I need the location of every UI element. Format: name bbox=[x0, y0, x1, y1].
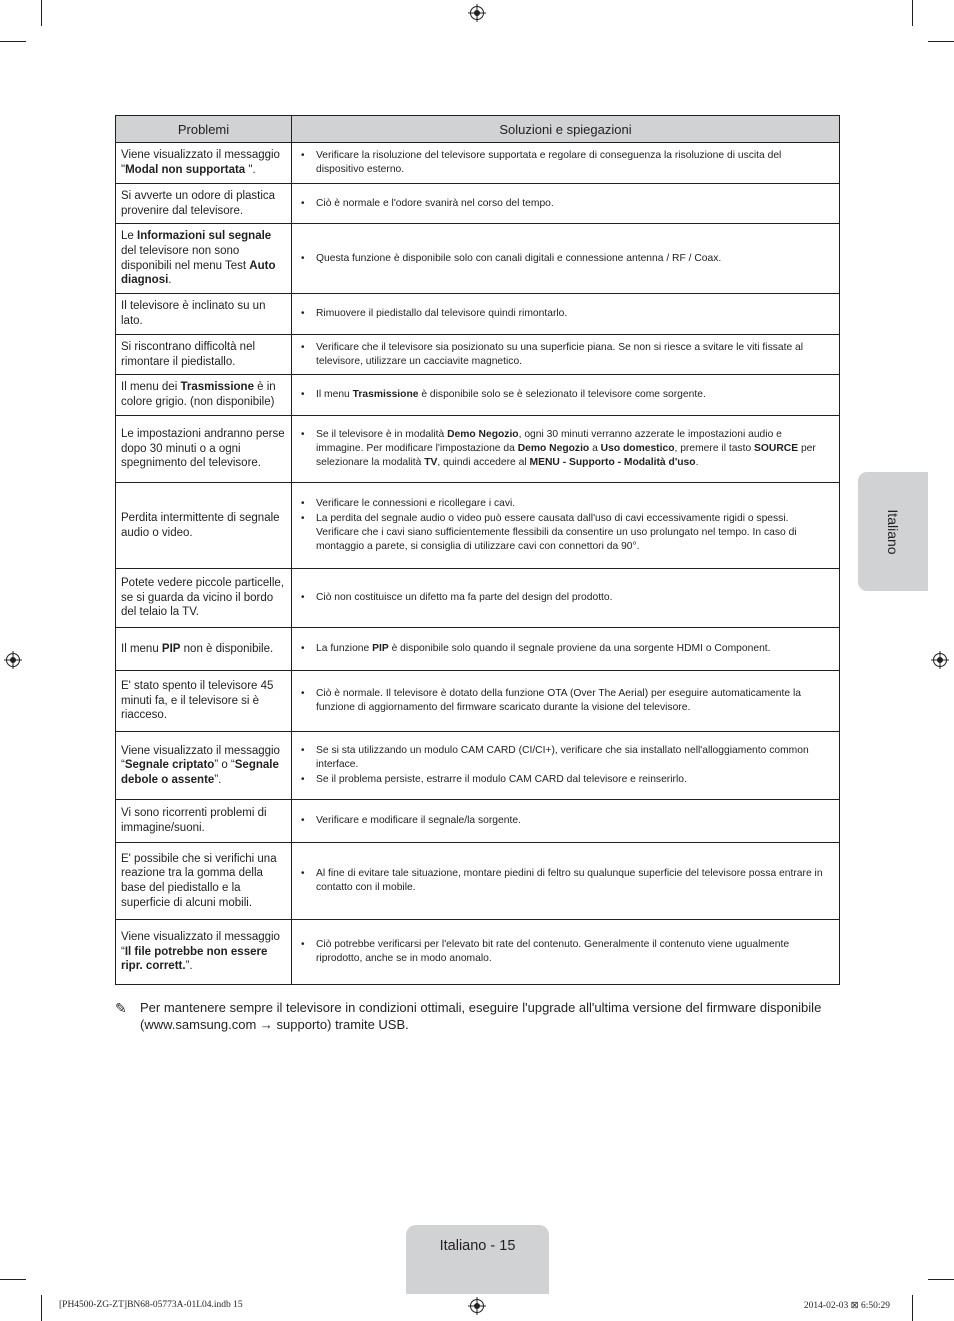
bold-text: Uso domestico bbox=[600, 443, 675, 454]
solution-item bbox=[301, 497, 829, 511]
bold-text: Auto diagnosi bbox=[121, 259, 276, 287]
table-row bbox=[116, 335, 840, 375]
text-segment: per selezionare la modalità bbox=[316, 443, 816, 468]
text-segment: Il televisore è inclinato su un lato. bbox=[121, 300, 266, 327]
text-segment: a bbox=[589, 443, 601, 454]
pencil-note-icon: ✎ bbox=[115, 1000, 127, 1016]
bold-text: Demo Negozio bbox=[447, 429, 519, 440]
bold-text: Modal non supportata bbox=[125, 164, 246, 176]
language-side-tab-label: Italiano bbox=[885, 508, 901, 555]
solution-cell bbox=[292, 843, 840, 920]
text-segment: , premere il tasto bbox=[674, 443, 755, 454]
solution-cell bbox=[292, 294, 840, 335]
text-segment: E' stato spento il televisore 45 minuti fa, e il televisore si è riacceso. bbox=[121, 680, 274, 722]
solution-list bbox=[301, 591, 829, 605]
solution-cell bbox=[292, 920, 840, 985]
table-row bbox=[116, 143, 840, 184]
text-segment: ". bbox=[245, 164, 256, 176]
crop-mark bbox=[0, 1279, 26, 1280]
solution-item bbox=[301, 642, 829, 656]
problem-cell bbox=[116, 224, 292, 294]
text-segment: . bbox=[168, 274, 172, 287]
solution-cell bbox=[292, 569, 840, 628]
text-segment: Il menu bbox=[121, 642, 162, 655]
solution-item bbox=[301, 938, 829, 966]
bold-text: Trasmissione bbox=[352, 389, 419, 400]
crop-mark bbox=[912, 1295, 913, 1321]
solution-cell bbox=[292, 335, 840, 375]
text-segment: Al fine di evitare tale situazione, montare piedini di feltro su qualunque superficie del televisore possa entrare in contatto con il mobile. bbox=[316, 868, 823, 893]
text-segment: Rimuovere il piedistallo dal televisore quindi rimontarlo. bbox=[316, 308, 568, 319]
solution-item bbox=[301, 197, 829, 211]
problem-cell bbox=[116, 920, 292, 985]
text-segment: Viene visualizzato il messaggio " bbox=[121, 149, 280, 176]
table-row bbox=[116, 184, 840, 224]
text-segment: ”. bbox=[185, 960, 193, 973]
solution-item bbox=[301, 341, 829, 369]
registration-mark-icon bbox=[4, 651, 22, 669]
problem-cell bbox=[116, 335, 292, 375]
text-segment: Vi sono ricorrenti problemi di immagine/suoni. bbox=[121, 807, 267, 834]
table-row bbox=[116, 224, 840, 294]
text-segment: Questa funzione è disponibile solo con canali digitali e connessione antenna / RF / Coax. bbox=[316, 252, 722, 264]
language-side-tab bbox=[858, 472, 928, 591]
table-row bbox=[116, 569, 840, 628]
registration-mark-icon bbox=[468, 4, 486, 22]
solution-item bbox=[301, 307, 829, 321]
table-row bbox=[116, 843, 840, 920]
print-slug-file: [PH4500-ZG-ZT]BN68-05773A-01L04.indb 15 bbox=[59, 1300, 243, 1310]
problem-cell bbox=[116, 800, 292, 843]
problem-cell bbox=[116, 671, 292, 732]
problem-cell bbox=[116, 732, 292, 800]
text-segment: Si riscontrano difficoltà nel rimontare il piedistallo. bbox=[121, 340, 256, 368]
solution-list bbox=[301, 428, 829, 470]
problem-cell bbox=[116, 294, 292, 335]
table-row bbox=[116, 294, 840, 335]
page-number-tab bbox=[406, 1225, 549, 1294]
text-segment: Verificare le connessioni e ricollegare i cavi. bbox=[316, 498, 516, 509]
table-row bbox=[116, 483, 840, 569]
text-segment: Viene visualizzato il messaggio “ bbox=[121, 931, 280, 958]
text-segment: Se si sta utilizzando un modulo CAM CARD (CI/CI+), verificare che sia installato nell'alloggiamento common interface. bbox=[316, 745, 809, 770]
solution-cell bbox=[292, 184, 840, 224]
problem-cell bbox=[116, 843, 292, 920]
solution-list bbox=[301, 867, 829, 895]
solution-list bbox=[301, 197, 829, 211]
bold-text: TV bbox=[424, 457, 438, 468]
text-segment: La funzione bbox=[316, 643, 373, 654]
text-segment: ”. bbox=[214, 773, 222, 786]
solution-list bbox=[301, 814, 829, 828]
text-segment: Potete vedere piccole particelle, se si guarda da vicino il bordo del telaio la TV. bbox=[121, 577, 285, 619]
firmware-note bbox=[115, 999, 839, 1033]
table-row bbox=[116, 628, 840, 671]
solution-cell bbox=[292, 732, 840, 800]
crop-mark bbox=[0, 41, 26, 42]
solution-cell bbox=[292, 800, 840, 843]
table-header-row bbox=[116, 116, 840, 143]
solution-cell bbox=[292, 375, 840, 416]
bold-text: Trasmissione bbox=[180, 381, 254, 394]
solution-list bbox=[301, 252, 829, 266]
solution-item bbox=[301, 252, 829, 266]
text-segment: Le impostazioni andranno perse dopo 30 minuti o a ogni spegnimento del televisore. bbox=[121, 428, 285, 470]
troubleshooting-table bbox=[115, 115, 840, 985]
text-segment: Ciò potrebbe verificarsi per l'elevato bit rate del contenuto. Generalmente il contenuto viene ugualmente riprodotto, anche se in modo anomalo. bbox=[316, 939, 790, 964]
solution-item bbox=[301, 591, 829, 605]
bold-text: PIP bbox=[161, 642, 181, 655]
registration-mark-icon bbox=[468, 1297, 486, 1315]
solution-cell bbox=[292, 224, 840, 294]
text-segment: Se il televisore è in modalità bbox=[316, 429, 448, 440]
text-segment: , ogni 30 minuti verranno azzerate le impostazioni audio e immagine. Per modificare l'impostazione da bbox=[316, 429, 782, 454]
text-segment: non è disponibile. bbox=[180, 642, 274, 655]
bold-text: Segnale debole o assente bbox=[121, 759, 279, 786]
text-segment: Ciò è normale e l'odore svanirà nel corso del tempo. bbox=[316, 197, 554, 209]
solution-item bbox=[301, 428, 829, 470]
text-segment: Verificare e modificare il segnale/la sorgente. bbox=[316, 815, 521, 826]
problem-cell bbox=[116, 416, 292, 483]
solution-list bbox=[301, 341, 829, 369]
text-segment: è in colore grigio. (non disponibile) bbox=[121, 381, 276, 408]
bold-text: MENU - Supporto - Modalità d'uso bbox=[529, 457, 696, 468]
text-segment: Se il problema persiste, estrarre il modulo CAM CARD dal televisore e reinserirlo. bbox=[316, 774, 687, 785]
solution-item bbox=[301, 867, 829, 895]
crop-mark bbox=[912, 0, 913, 26]
bold-text: Informazioni sul segnale bbox=[137, 230, 272, 243]
column-header-problems: Problemi bbox=[116, 116, 292, 143]
crop-mark bbox=[928, 41, 954, 42]
bold-text: PIP bbox=[372, 643, 389, 654]
text-segment: , quindi accedere al bbox=[437, 457, 530, 468]
text-segment: Verificare la risoluzione del televisore supportata e regolare di conseguenza la risoluzione di uscita del dispositivo esterno. bbox=[316, 150, 782, 175]
text-segment: Il menu bbox=[316, 389, 353, 400]
problem-cell bbox=[116, 569, 292, 628]
text-segment: . bbox=[695, 457, 699, 468]
bold-text: Demo Negozio bbox=[517, 443, 590, 454]
registration-mark-icon bbox=[931, 651, 949, 669]
solution-list bbox=[301, 307, 829, 321]
solution-list bbox=[301, 687, 829, 715]
problem-cell bbox=[116, 143, 292, 184]
table-body bbox=[116, 143, 840, 985]
column-header-solutions: Soluzioni e spiegazioni bbox=[292, 116, 840, 143]
bold-text: Il file potrebbe non essere ripr. corrett. bbox=[121, 945, 268, 973]
solution-item bbox=[301, 773, 829, 787]
problem-cell bbox=[116, 628, 292, 671]
solution-list bbox=[301, 744, 829, 787]
solution-list bbox=[301, 388, 829, 402]
solution-item bbox=[301, 388, 829, 402]
crop-mark bbox=[928, 1279, 954, 1280]
crop-mark bbox=[41, 0, 42, 26]
solution-list bbox=[301, 938, 829, 966]
text-segment: La perdita del segnale audio o video può essere causata dall'uso di cavi eccessivamente rigidi o spessi. Verificare che i cavi siano sufficientemente flessibili da consentire un uso prolungato nel tempo. In caso di montaggio a parete, si consiglia di utilizzare cavi con connettori da 90°. bbox=[316, 513, 797, 552]
solution-item bbox=[301, 744, 829, 772]
text-segment: del televisore non sono disponibili nel menu Test bbox=[121, 244, 250, 272]
table-row bbox=[116, 800, 840, 843]
solution-list bbox=[301, 497, 829, 554]
text-segment: Ciò non costituisce un difetto ma fa parte del design del prodotto. bbox=[316, 592, 613, 603]
solution-item bbox=[301, 149, 829, 177]
solution-cell bbox=[292, 628, 840, 671]
text-segment: Verificare che il televisore sia posizionato su una superficie piana. Se non si riesce a svitare le viti fissate al televisore, utilizzare un cacciavite magnetico. bbox=[316, 341, 804, 367]
solution-list bbox=[301, 149, 829, 177]
print-slug-datetime: 2014-02-03 ⊠ 6:50:29 bbox=[803, 1301, 890, 1311]
solution-item bbox=[301, 814, 829, 828]
text-segment: è disponibile solo se è selezionato il televisore come sorgente. bbox=[418, 389, 706, 400]
solution-cell bbox=[292, 671, 840, 732]
solution-item bbox=[301, 687, 829, 715]
problem-cell bbox=[116, 184, 292, 224]
solution-list bbox=[301, 642, 829, 656]
text-segment: Viene visualizzato il messaggio “ bbox=[121, 744, 280, 772]
page-number-label: Italiano - 15 bbox=[439, 1238, 516, 1254]
solution-cell bbox=[292, 416, 840, 483]
table-row bbox=[116, 416, 840, 483]
text-segment: Perdita intermittente di segnale audio o video. bbox=[121, 511, 280, 539]
text-segment: Ciò è normale. Il televisore è dotato della funzione OTA (Over The Aerial) per eseguire automaticamente la funzione di aggiornamento del firmware scaricato durante la visione del televisore. bbox=[316, 688, 801, 713]
table-row bbox=[116, 671, 840, 732]
solution-item bbox=[301, 512, 829, 554]
bold-text: Segnale criptato bbox=[124, 759, 215, 772]
text-segment: è disponibile solo quando il segnale proviene da una sorgente HDMI o Component. bbox=[388, 643, 771, 654]
bold-text: SOURCE bbox=[754, 443, 799, 454]
text-segment: ” o “ bbox=[214, 759, 235, 772]
problem-cell bbox=[116, 375, 292, 416]
table-row bbox=[116, 375, 840, 416]
text-segment: Si avverte un odore di plastica provenire dal televisore. bbox=[121, 189, 276, 217]
crop-mark bbox=[41, 1295, 42, 1321]
text-segment: Il menu dei bbox=[121, 381, 181, 394]
solution-cell bbox=[292, 483, 840, 569]
table-row bbox=[116, 732, 840, 800]
firmware-note-text: Per mantenere sempre il televisore in condizioni ottimali, eseguire l'upgrade all'ultima versione del firmware disponibile (www.samsung.com → supporto) tramite USB. bbox=[140, 1000, 822, 1032]
text-segment: Le bbox=[121, 230, 137, 243]
text-segment: E' possibile che si verifichi una reazione tra la gomma della base del piedistallo e la superficie di alcuni mobili. bbox=[121, 852, 277, 909]
problem-cell bbox=[116, 483, 292, 569]
table-row bbox=[116, 920, 840, 985]
solution-cell bbox=[292, 143, 840, 184]
